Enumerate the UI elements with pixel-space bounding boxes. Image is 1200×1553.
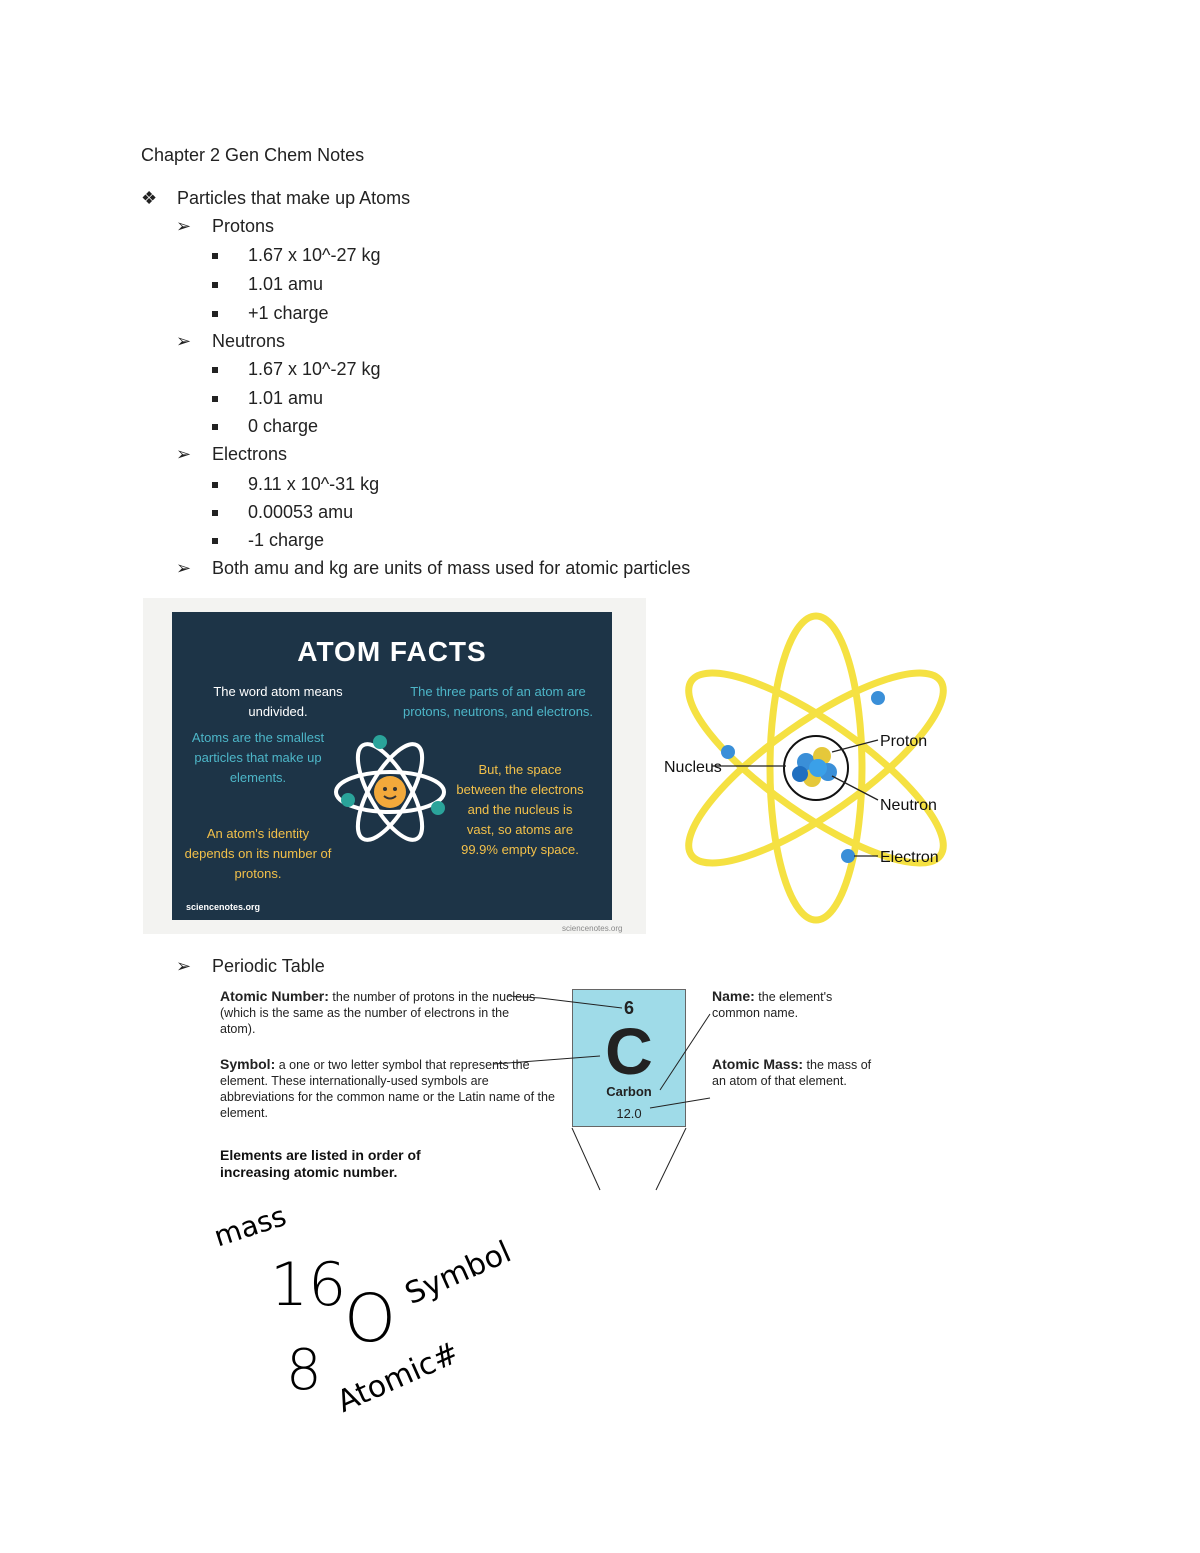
name-label: Name: xyxy=(712,988,755,1004)
note-text: Both amu and kg are units of mass used for atomic particles xyxy=(212,558,691,578)
atomic-number-label: Atomic Number: xyxy=(220,988,329,1004)
handwritten-mass-number: 16 xyxy=(270,1250,347,1320)
arrow-bullet-icon: ➢ xyxy=(176,956,192,976)
diamond-bullet-icon: ❖ xyxy=(141,188,158,208)
arrow-bullet-icon: ➢ xyxy=(176,444,192,464)
tile-name: Carbon xyxy=(606,1084,652,1099)
fact-text: 1.01 amu xyxy=(248,274,324,294)
handwritten-symbol: Symbol xyxy=(400,1234,517,1312)
image-credit: sciencenotes.org xyxy=(562,924,623,933)
name-text: the element's common name. xyxy=(712,990,833,1020)
periodic-heading: Periodic Table xyxy=(212,956,325,976)
arrow-bullet-icon: ➢ xyxy=(176,558,192,578)
fact-text: 0.00053 amu xyxy=(248,502,354,522)
atom-facts-source: sciencenotes.org xyxy=(186,902,261,912)
mass-text: the mass of an atom of that element. xyxy=(712,1058,872,1088)
arrow-bullet-icon: ➢ xyxy=(176,331,192,351)
handwritten-atomic-number: 8 xyxy=(286,1338,322,1403)
fact-text: -1 charge xyxy=(248,530,325,550)
label-neutron: Neutron xyxy=(880,797,937,814)
fact-text: 1.67 x 10^-27 kg xyxy=(248,359,381,379)
fact-text: But, the space between the electrons and the nucleus is vast, so atoms are 99.9% empty space. xyxy=(456,762,584,857)
fact-text: 1.01 amu xyxy=(248,388,324,408)
particle-name: Protons xyxy=(212,216,275,236)
fact-text: 9.11 x 10^-31 kg xyxy=(248,474,380,494)
particle-name: Neutrons xyxy=(212,331,286,351)
fact-text: 1.67 x 10^-27 kg xyxy=(248,245,381,265)
fact-text: The three parts of an atom are protons, neutrons, and electrons. xyxy=(402,684,594,719)
tile-mass: 12.0 xyxy=(616,1106,642,1121)
handwritten-mass: mass xyxy=(210,1199,291,1254)
handwritten-symbol-char: O xyxy=(344,1280,396,1357)
section-heading: Particles that make up Atoms xyxy=(177,188,411,208)
fact-text: The word atom means undivided. xyxy=(213,684,343,719)
fact-text: An atom's identity depends on its number of protons. xyxy=(184,826,332,881)
handwritten-atomic: Atomic# xyxy=(332,1335,465,1420)
label-nucleus: Nucleus xyxy=(664,759,722,776)
atom-facts-title: ATOM FACTS xyxy=(297,636,487,667)
label-electron: Electron xyxy=(880,849,939,866)
particle-name: Electrons xyxy=(212,444,288,464)
fact-text: +1 charge xyxy=(248,303,329,323)
arrow-bullet-icon: ➢ xyxy=(176,216,192,236)
atomic-number-text: the number of protons in the nucleus (which is the same as the number of electrons in the atom). xyxy=(220,990,536,1036)
tile-atomic-number: 6 xyxy=(623,998,634,1018)
tile-symbol: C xyxy=(605,1014,653,1088)
fact-text: Atoms are the smallest particles that make up elements. xyxy=(191,730,325,785)
order-note: Elements are listed in order of increasing atomic number. xyxy=(220,1147,421,1180)
symbol-text: a one or two letter symbol that represents the element. These internationally-used symbols are abbreviations for the common name or the Latin name of the element. xyxy=(220,1058,555,1120)
symbol-label: Symbol: xyxy=(220,1056,276,1072)
mass-label: Atomic Mass: xyxy=(712,1056,804,1072)
fact-text: 0 charge xyxy=(248,416,319,436)
label-proton: Proton xyxy=(880,733,928,750)
document-title: Chapter 2 Gen Chem Notes xyxy=(141,145,365,165)
